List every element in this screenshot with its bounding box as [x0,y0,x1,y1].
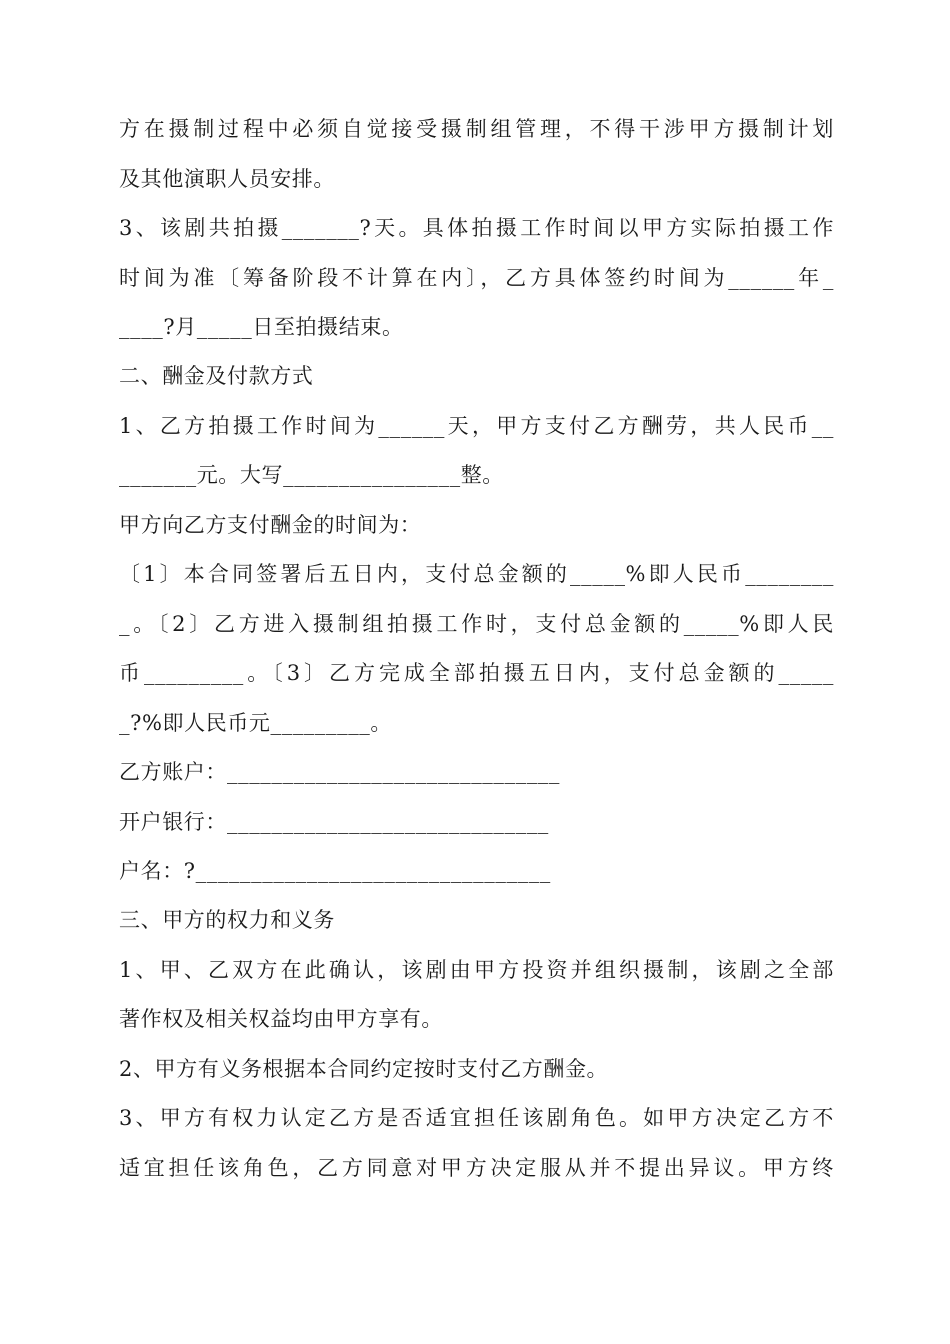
text-line: 1、甲、乙双方在此确认，该剧由甲方投资并组织摄制，该剧之全部 [119,958,834,982]
section-heading: 二、酬金及付款方式 [119,364,314,388]
section-heading: 三、甲方的权力和义务 [119,908,335,932]
text-line: _______元。大写________________整。 [119,463,504,487]
text-line: ____?月_____日至拍摄结束。 [119,315,404,339]
text-line: 3、甲方有权力认定乙方是否适宜担任该剧角色。如甲方决定乙方不 [119,1106,834,1130]
text-line: 〔1〕本合同签署后五日内，支付总金额的_____%即人民币________ [119,562,834,586]
text-line: 时间为准〔筹备阶段不计算在内〕，乙方具体签约时间为______年_ [119,266,834,290]
text-line: 2、甲方有义务根据本合同约定按时支付乙方酬金。 [119,1057,609,1081]
text-line: 著作权及相关权益均由甲方享有。 [119,1007,443,1031]
text-line: 方在摄制过程中必须自觉接受摄制组管理，不得干涉甲方摄制计划 [119,117,834,141]
text-line: 3、该剧共拍摄_______?天。具体拍摄工作时间以甲方实际拍摄工作 [119,216,834,240]
text-line: 1、乙方拍摄工作时间为______天，甲方支付乙方酬劳，共人民币__ [119,414,834,438]
text-line: 适宜担任该角色，乙方同意对甲方决定服从并不提出异议。甲方终 [119,1156,834,1180]
text-line: 币_________。〔3〕乙方完成全部拍摄五日内，支付总金额的_____ [119,661,834,685]
field-account: 乙方账户：______________________________ [119,760,560,784]
text-line: 甲方向乙方支付酬金的时间为： [119,513,422,537]
text-line: _。〔2〕乙方进入摄制组拍摄工作时，支付总金额的_____%即人民 [119,612,834,636]
text-line: 及其他演职人员安排。 [119,167,335,191]
field-bank: 开户银行：_____________________________ [119,810,549,834]
text-line: _?%即人民币元_________。 [119,711,393,735]
field-account-name: 户名：?________________________________ [119,859,551,883]
